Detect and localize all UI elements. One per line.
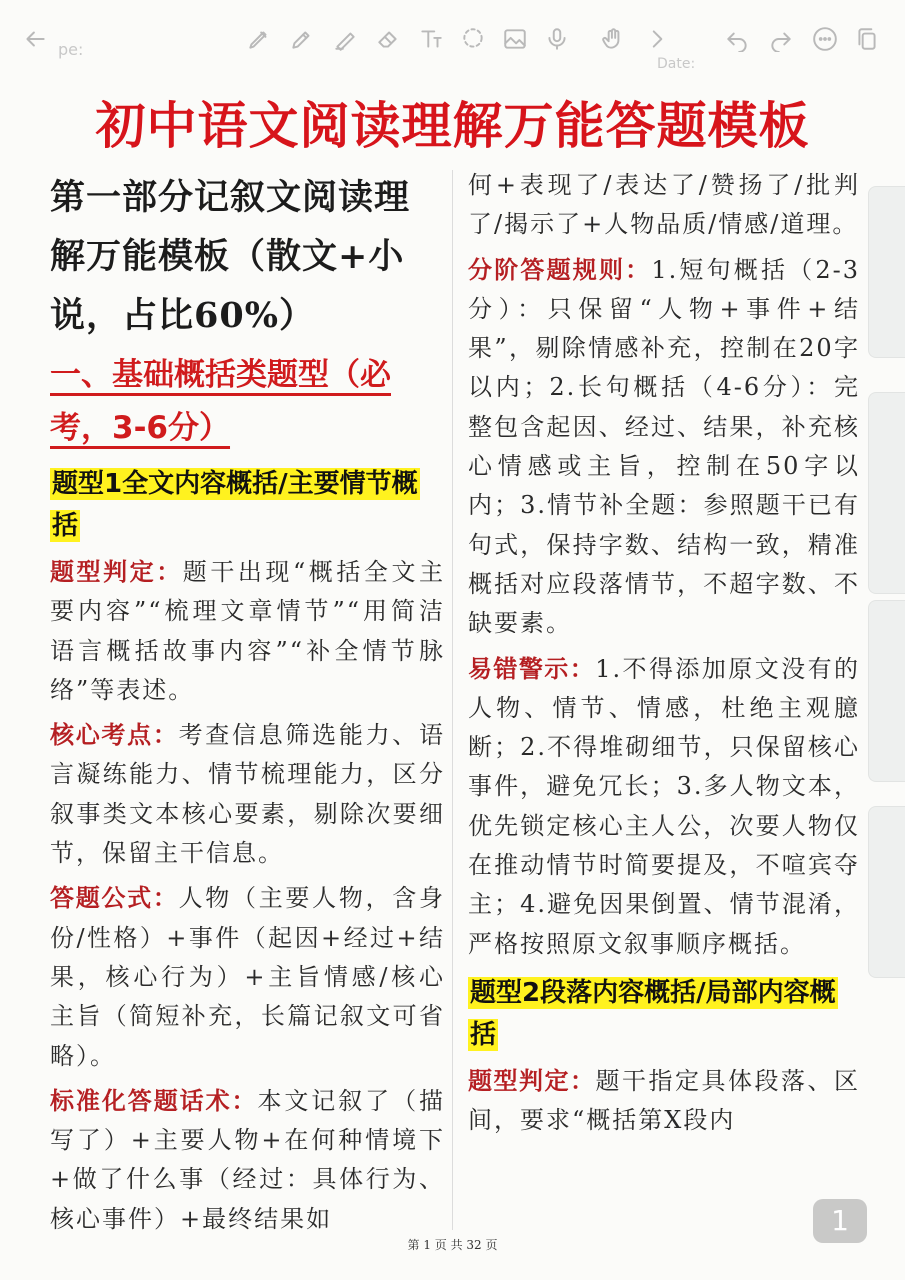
- undo-icon[interactable]: [722, 24, 752, 54]
- paragraph-judgement-2: [468, 1062, 860, 1141]
- chevron-right-icon[interactable]: [642, 24, 672, 54]
- paragraph-label: 标准化答题话术：: [50, 1086, 258, 1115]
- paragraph-text: 何+表现了/表达了/赞扬了/批判了/揭示了+人物品质/情感/道理。: [468, 171, 860, 239]
- page-number-badge[interactable]: 1: [813, 1199, 867, 1243]
- image-icon[interactable]: [500, 24, 530, 54]
- paragraph-text: 题干出现“概括全文主要内容”“梳理文章情节”“用简洁语言概括故事内容”“补全情节脉络”等表述。: [50, 558, 445, 704]
- paragraph-text: 题干指定具体段落、区间，要求“概括第X段内: [468, 1066, 860, 1135]
- type2-heading: [468, 972, 860, 1056]
- ghost-label-left: pe:: [58, 40, 84, 59]
- paragraph-label: 分阶答题规则：: [468, 255, 652, 284]
- paragraph-label: 易错警示：: [468, 654, 596, 683]
- more-icon[interactable]: [810, 24, 840, 54]
- page-footer: 第 1 页 共 32 页: [407, 1238, 498, 1252]
- microphone-icon[interactable]: [542, 24, 572, 54]
- type1-title: 题型1全文内容概括/主要情节概括: [52, 469, 418, 541]
- ghost-label-right: Date:: [657, 56, 696, 72]
- section-title: 一、基础概括类题型（必考，3-6分）: [50, 357, 391, 446]
- type2-title: 题型2段落内容概括/局部内容概括: [470, 977, 836, 1050]
- side-tab-1[interactable]: [868, 186, 905, 358]
- paragraph-label: 题型判定：: [50, 558, 183, 586]
- right-column: [468, 166, 860, 1141]
- left-column: [50, 168, 445, 1239]
- copy-icon[interactable]: [852, 24, 882, 54]
- hand-icon[interactable]: [598, 24, 628, 54]
- part-title: 第一部分记叙文阅读理解万能模板（散文+小说，占比60%）: [50, 177, 411, 336]
- pencil-icon[interactable]: [244, 24, 274, 54]
- paragraph-warnings: [468, 650, 860, 964]
- side-tab-2[interactable]: [868, 392, 905, 594]
- side-tab-3[interactable]: [868, 600, 905, 782]
- paragraph-label: 答题公式：: [50, 884, 179, 913]
- paragraph-text: 本文记叙了（描写了）+主要人物+在何种情境下+做了什么事（经过：具体行为、核心事件）+最终结果如: [50, 1086, 446, 1233]
- paragraph-formula: [50, 879, 445, 1075]
- text-tool-icon[interactable]: [416, 24, 446, 54]
- pen-icon[interactable]: [287, 24, 317, 54]
- paragraph-tiered-rules: [468, 251, 860, 644]
- redo-icon[interactable]: [766, 24, 796, 54]
- paragraph-core-points: [50, 716, 445, 873]
- paragraph-label: 核心考点：: [50, 721, 179, 750]
- section-heading: [50, 349, 445, 455]
- type1-heading: [50, 463, 445, 547]
- paragraph-text: 考查信息筛选能力、语言凝练能力、情节梳理能力，区分叙事类文本核心要素，剔除次要细节，保留主干信息。: [50, 721, 446, 868]
- paragraph-standard-phrasing: [50, 1082, 445, 1239]
- back-arrow-icon[interactable]: [20, 24, 50, 54]
- paragraph-text: 人物（主要人物，含身份/性格）+事件（起因+经过+结果，核心行为）+主旨情感/核心主旨（简短补充，长篇记叙文可省略）。: [50, 884, 446, 1070]
- paragraph-label: 题型判定：: [468, 1066, 596, 1095]
- toolbar: [0, 0, 905, 78]
- highlighter-icon[interactable]: [330, 24, 360, 54]
- page-title: 初中语文阅读理解万能答题模板: [95, 97, 810, 155]
- paragraph-judgement: [50, 553, 445, 710]
- paragraph-text: 1.不得添加原文没有的人物、情节、情感，杜绝主观臆断；2.不得堆砌细节，只保留核心事件，避免冗长；3.多人物文本，优先锁定核心主人公，次要人物仅在推动情节时简要提及，不喧宾夺主；4.避免因果倒置、情节混淆，严格按照原文叙事顺序概括。: [468, 654, 861, 958]
- eraser-icon[interactable]: [373, 24, 403, 54]
- paragraph-text: 1.短句概括（2-3分）：只保留“人物+事件+结果”，剔除情感补充，控制在20字以内；2.长句概括（4-6分）：完整包含起因、经过、结果，补充核心情感或主旨，控制在50字以内；3.情节补全题：参照题干已有句式，保持字数、结构一致，精准概括对应段落情节，不超字数、不缺要素。: [468, 255, 861, 638]
- lasso-icon[interactable]: [458, 24, 488, 54]
- side-tab-4[interactable]: [868, 806, 905, 978]
- paragraph-continued: [468, 166, 860, 245]
- column-divider: [452, 170, 453, 1230]
